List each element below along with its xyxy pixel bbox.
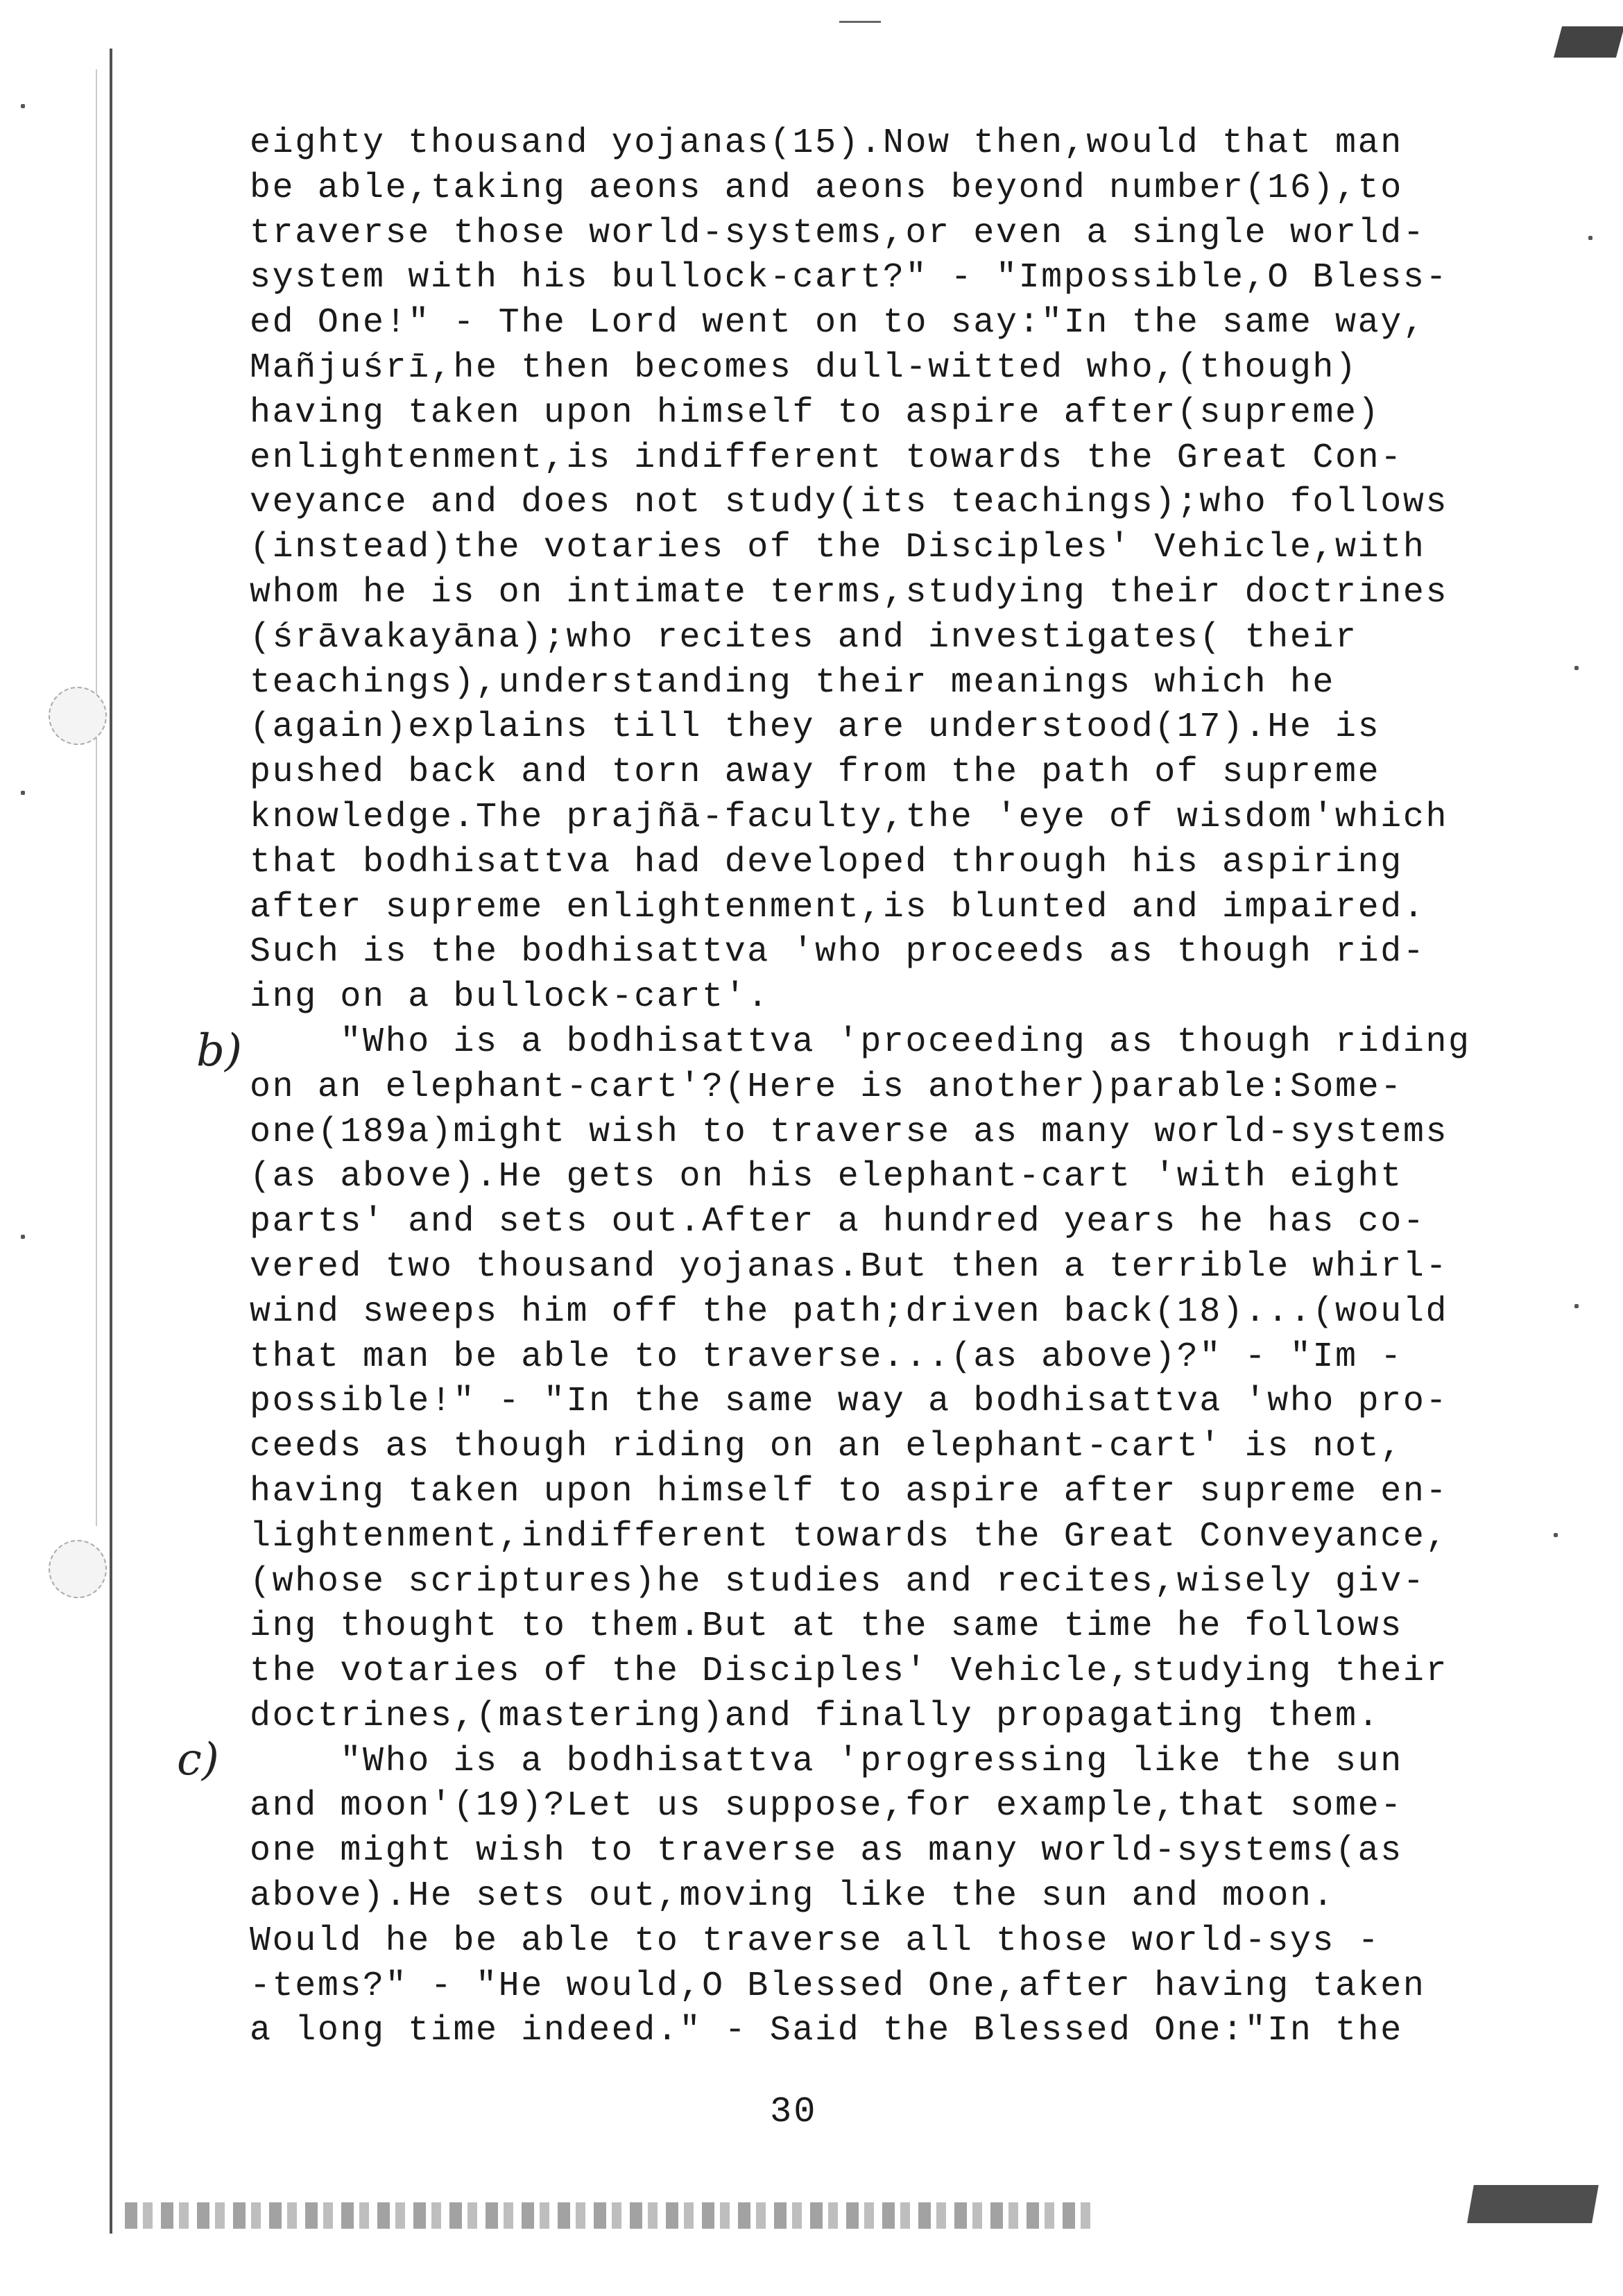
- text-line: after supreme enlightenment,is blunted and impaired.: [250, 887, 1426, 927]
- margin-speck: [21, 104, 25, 108]
- text-line: the votaries of the Disciples' Vehicle,studying their: [250, 1652, 1449, 1692]
- text-line: -tems?" - "He would,O Blessed One,after having taken: [250, 1966, 1426, 2006]
- text-line: eighty thousand yojanas(15).Now then,would that man: [250, 123, 1403, 163]
- text-line: one(189a)might wish to traverse as many world-systems: [250, 1112, 1449, 1152]
- text-line: that man be able to traverse...(as above)?" - "Im -: [250, 1337, 1403, 1377]
- body-text: [250, 121, 1470, 2054]
- text-line: veyance and does not study(its teachings);who follows: [250, 483, 1449, 523]
- text-line: Such is the bodhisattva 'who proceeds as though rid-: [250, 932, 1426, 973]
- text-line: one might wish to traverse as many world-systems(as: [250, 1831, 1403, 1871]
- punch-hole-lower: [49, 1540, 107, 1598]
- text-line: be able,taking aeons and aeons beyond number(16),to: [250, 168, 1403, 208]
- margin-speck: [1574, 666, 1579, 670]
- page-number: 30: [770, 2091, 818, 2132]
- text-line: parts' and sets out.After a hundred years he has co-: [250, 1202, 1426, 1242]
- corner-scan-mark: [1554, 26, 1623, 58]
- punch-hole-upper: [49, 687, 107, 745]
- scan-artifact-bottom: [125, 2202, 1096, 2229]
- text-line: wind sweeps him off the path;driven back(18)...(would: [250, 1292, 1449, 1332]
- text-line: a long time indeed." - Said the Blessed One:"In the: [250, 2011, 1403, 2051]
- text-line: above).He sets out,moving like the sun and moon.: [250, 1876, 1336, 1917]
- text-line: knowledge.The prajñā-faculty,the 'eye of wisdom'which: [250, 797, 1449, 837]
- text-line: (again)explains till they are understood(17).He is: [250, 708, 1381, 748]
- text-line: (śrāvakayāna);who recites and investigates( their: [250, 617, 1358, 658]
- text-line: ing thought to them.But at the same time he follows: [250, 1607, 1403, 1647]
- binding-edge-shadow: [96, 69, 97, 1526]
- text-line: "Who is a bodhisattva 'progressing like the sun: [250, 1741, 1403, 1781]
- margin-label-b: b): [196, 1025, 242, 1077]
- text-line: on an elephant-cart'?(Here is another)parable:Some-: [250, 1067, 1403, 1107]
- text-line: pushed back and torn away from the path of supreme: [250, 753, 1381, 793]
- margin-label-c: c): [177, 1734, 219, 1785]
- text-line: having taken upon himself to aspire after(supreme): [250, 393, 1381, 433]
- text-line: whom he is on intimate terms,studying their doctrines: [250, 572, 1449, 612]
- text-line: that bodhisattva had developed through his aspiring: [250, 842, 1403, 882]
- text-line: ceeds as though riding on an elephant-cart' is not,: [250, 1427, 1403, 1467]
- text-line: "Who is a bodhisattva 'proceeding as though riding: [250, 1022, 1471, 1062]
- text-line: enlightenment,is indifferent towards the Great Con-: [250, 438, 1403, 478]
- text-line: having taken upon himself to aspire after supreme en-: [250, 1471, 1449, 1511]
- text-line: lightenment,indifferent towards the Great Conveyance,: [250, 1516, 1449, 1557]
- text-line: Would he be able to traverse all those world-sys -: [250, 1921, 1381, 1961]
- margin-speck: [1588, 236, 1592, 240]
- text-line: doctrines,(mastering)and finally propagating them.: [250, 1696, 1381, 1736]
- binding-edge-line: [110, 49, 112, 2234]
- text-line: Mañjuśrī,he then becomes dull-witted who,(though): [250, 348, 1358, 388]
- text-line: (whose scriptures)he studies and recites,wisely giv-: [250, 1561, 1426, 1602]
- text-line: vered two thousand yojanas.But then a terrible whirl-: [250, 1246, 1449, 1287]
- margin-speck: [1554, 1533, 1558, 1537]
- text-line: (as above).He gets on his elephant-cart 'with eight: [250, 1157, 1403, 1197]
- text-line: system with his bullock-cart?" - "Impossible,O Bless-: [250, 258, 1449, 298]
- text-line: teachings),understanding their meanings which he: [250, 662, 1336, 703]
- text-line: possible!" - "In the same way a bodhisattva 'who pro-: [250, 1382, 1449, 1422]
- text-line: traverse those world-systems,or even a single world-: [250, 213, 1426, 253]
- margin-speck: [1574, 1304, 1579, 1308]
- text-line: ed One!" - The Lord went on to say:"In the same way,: [250, 303, 1426, 343]
- text-line: and moon'(19)?Let us suppose,for example,that some-: [250, 1786, 1403, 1826]
- text-line: ing on a bullock-cart'.: [250, 977, 770, 1018]
- margin-speck: [21, 1235, 25, 1239]
- margin-speck: [21, 791, 25, 795]
- corner-scan-mark-bottom: [1467, 2185, 1599, 2223]
- top-dash-mark: [839, 21, 881, 23]
- text-line: (instead)the votaries of the Disciples' Vehicle,with: [250, 528, 1426, 568]
